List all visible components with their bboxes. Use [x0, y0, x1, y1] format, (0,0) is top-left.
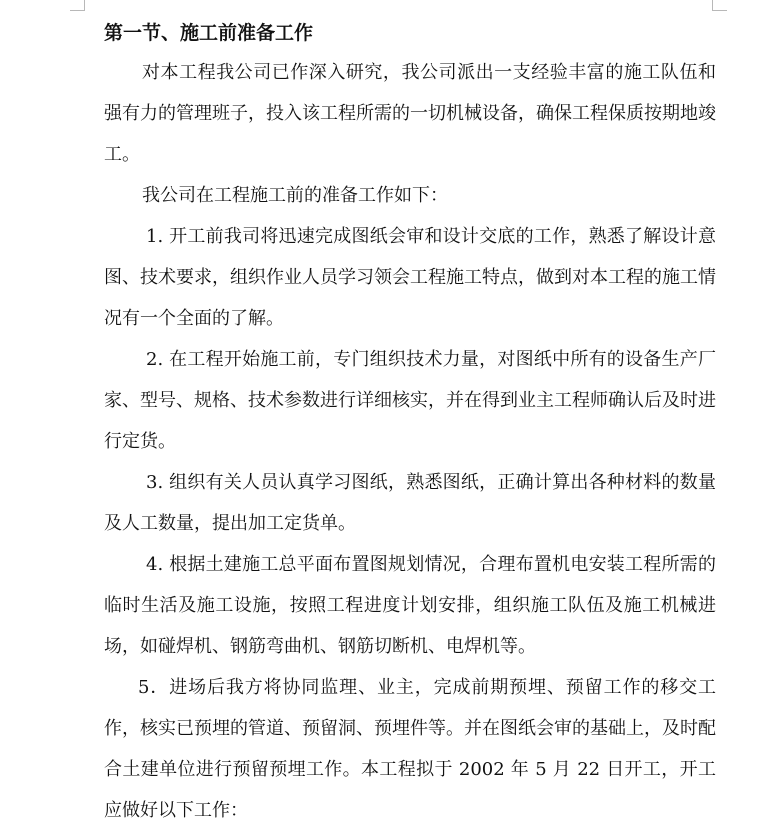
intro-paragraph: 对本工程我公司已作深入研究，我公司派出一支经验丰富的施工队伍和强有力的管理班子，投入该工程所需的一切机械设备，确保工程保质按期地竣工。	[104, 62, 716, 165]
list-item-2: 2. 在工程开始施工前，专门组织技术力量，对图纸中所有的设备生产厂家、型号、规格、技术参数进行详细核实，并在得到业主工程师确认后及时进行定货。	[104, 349, 716, 452]
page-corner-mark-left	[70, 0, 85, 11]
list-item-5: 5．进场后我方将协同监理、业主，完成前期预埋、预留工作的移交工作，核实已预埋的管道、预留洞、预埋件等。并在图纸会审的基础上，及时配合土建单位进行预留预埋工作。本工程拟于 2002 年 5 月 22 日开工，开工应做好以下工作：	[104, 677, 716, 821]
list-item-3: 3. 组织有关人员认真学习图纸，熟悉图纸，正确计算出各种材料的数量及人工数量，提出加工定货单。	[104, 472, 716, 534]
list-item-4: 4. 根据土建施工总平面布置图规划情况，合理布置机电安装工程所需的临时生活及施工设施，按照工程进度计划安排，组织施工队伍及施工机械进场，如碰焊机、钢筋弯曲机、钢筋切断机、电焊机等。	[104, 554, 716, 657]
document-body	[104, 14, 716, 831]
page-corner-mark-right	[712, 0, 727, 11]
section-heading: 第一节、施工前准备工作	[104, 22, 314, 44]
preparation-intro-paragraph: 我公司在工程施工前的准备工作如下：	[142, 185, 448, 206]
list-item-1: 1. 开工前我司将迅速完成图纸会审和设计交底的工作，熟悉了解设计意图、技术要求，组织作业人员学习领会工程施工特点，做到对本工程的施工情况有一个全面的了解。	[104, 226, 716, 329]
